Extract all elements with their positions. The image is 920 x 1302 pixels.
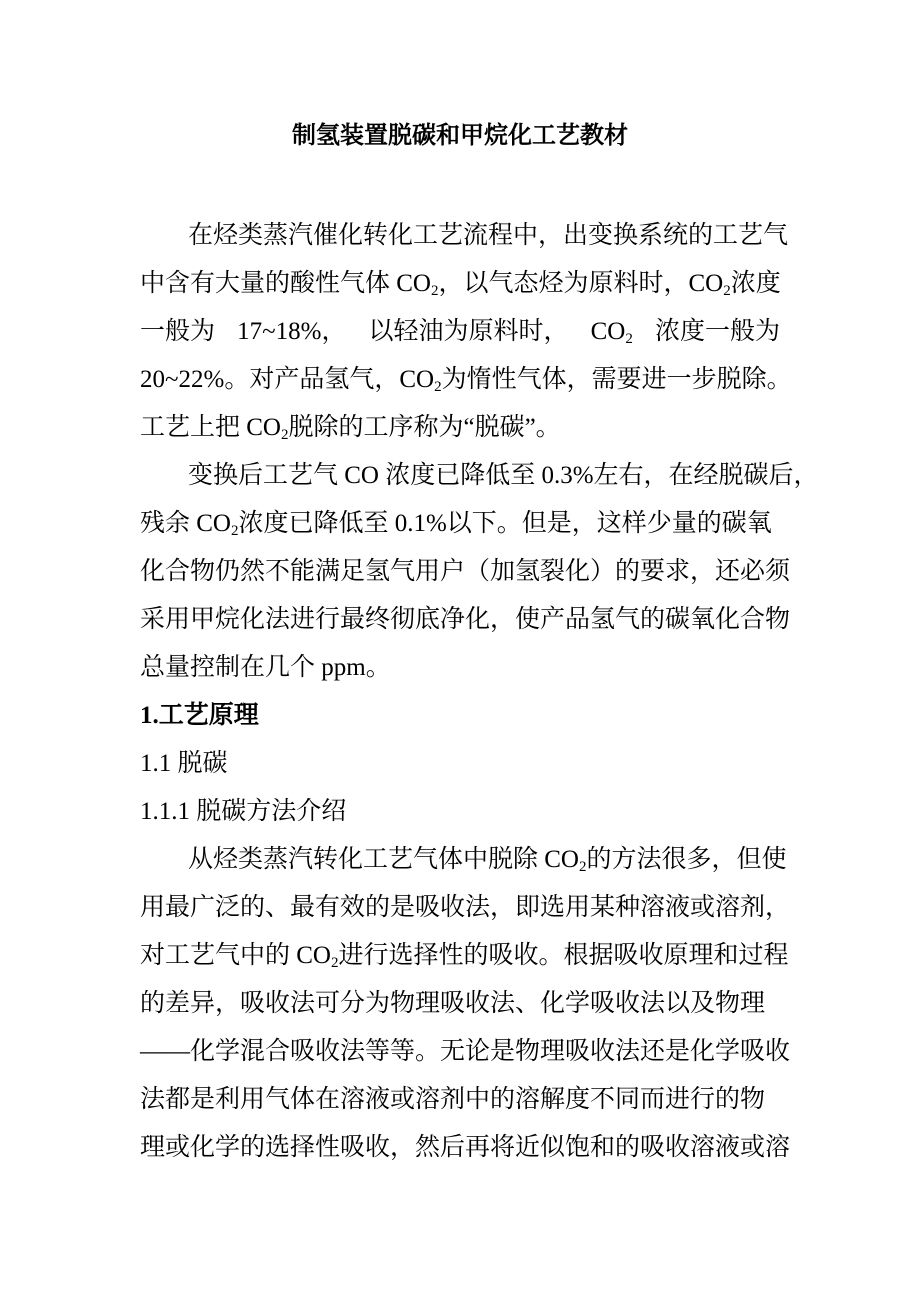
paragraph-line [188,840,787,880]
text-run: 工艺上把 CO [140,414,281,441]
paragraph-line [140,312,780,352]
paragraph-line [140,1032,791,1072]
subscript: 2 [230,523,239,539]
subsubsection-heading [140,792,780,832]
paragraph-line [140,360,792,400]
text-run: 中含有大量的酸性气体 CO [140,270,431,297]
paragraph-line [188,456,819,496]
text-run: 一般为 [140,318,216,345]
subscript: 2 [625,331,633,347]
text-run: 变换后工艺气 CO 浓度已降低至 0.3%左右，在经脱碳后， [188,462,819,489]
subscript: 2 [434,379,442,395]
text-run: ——化学混合吸收法等等。无论是物理吸收法还是化学吸收 [140,1038,791,1065]
text-run: CO [590,318,626,345]
subscript: 2 [330,955,339,971]
text-run: 的差异，吸收法可分为物理吸收法、化学吸收法以及物理 [140,990,766,1017]
paragraph-line [140,1080,780,1120]
paragraph-line [140,888,791,928]
text-run: 17~18%， [237,318,347,345]
heading-text: 1.1 脱碳 [140,750,228,777]
text-run: 浓度 [730,270,781,297]
text-run: 以轻油为原料时， [368,318,569,345]
paragraph-line [140,552,791,592]
subscript: 2 [723,283,731,299]
text-run: 从烃类蒸汽转化工艺气体中脱除 CO [188,846,579,873]
text-run: 在烃类蒸汽催化转化工艺流程中，出变换系统的工艺气 [188,222,789,249]
paragraph-line [188,216,789,256]
text-run: 总量控制在几个 ppm。 [140,654,391,681]
text-run: 脱除的工序称为“脱碳”。 [288,414,561,441]
text-run: 化合物仍然不能满足氢气用户（加氢裂化）的要求，还必须 [140,558,791,585]
text-run: 的方法很多，但使 [586,846,787,873]
paragraph-line [140,504,780,544]
text-run: 法都是利用气体在溶液或溶剂中的溶解度不同而进行的物 [140,1086,766,1113]
heading-text: 1.1.1 脱碳方法介绍 [140,798,347,825]
text-run: 浓度一般为 [654,318,780,345]
paragraph-line [140,264,780,304]
subscript: 2 [280,427,289,443]
paragraph-line [140,408,780,448]
text-run: 理或化学的选择性吸收，然后再将近似饱和的吸收溶液或溶 [140,1134,791,1161]
subsection-heading [140,744,780,784]
text-run: 浓度已降低至 0.1%以下。但是，这样少量的碳氧 [238,510,772,537]
paragraph-line [140,600,791,640]
section-heading [140,696,780,736]
text-run [591,312,633,352]
text-run: 用最广泛的、最有效的是吸收法，即选用某种溶液或溶剂， [140,894,791,921]
text-run: 20~22%。对产品氢气，CO [140,366,435,393]
document-title: 制氢装置脱碳和甲烷化工艺教材 [292,123,628,149]
subscript: 2 [430,283,439,299]
text-run: 采用甲烷化法进行最终彻底净化，使产品氢气的碳氧化合物 [140,606,791,633]
paragraph-line [140,648,780,688]
text-run: 为惰性气体，需要进一步脱除。 [441,366,792,393]
subscript: 2 [578,859,587,875]
text-run: ，以气态烃为原料时，CO [438,270,724,297]
text-run: 残余 CO [140,510,231,537]
text-run: 对工艺气中的 CO [140,942,331,969]
heading-text: 1.工艺原理 [140,702,259,729]
paragraph-line [140,936,789,976]
paragraph-line [140,1128,791,1168]
paragraph-line [140,984,780,1024]
text-run: 进行选择性的吸收。根据吸收原理和过程 [338,942,789,969]
